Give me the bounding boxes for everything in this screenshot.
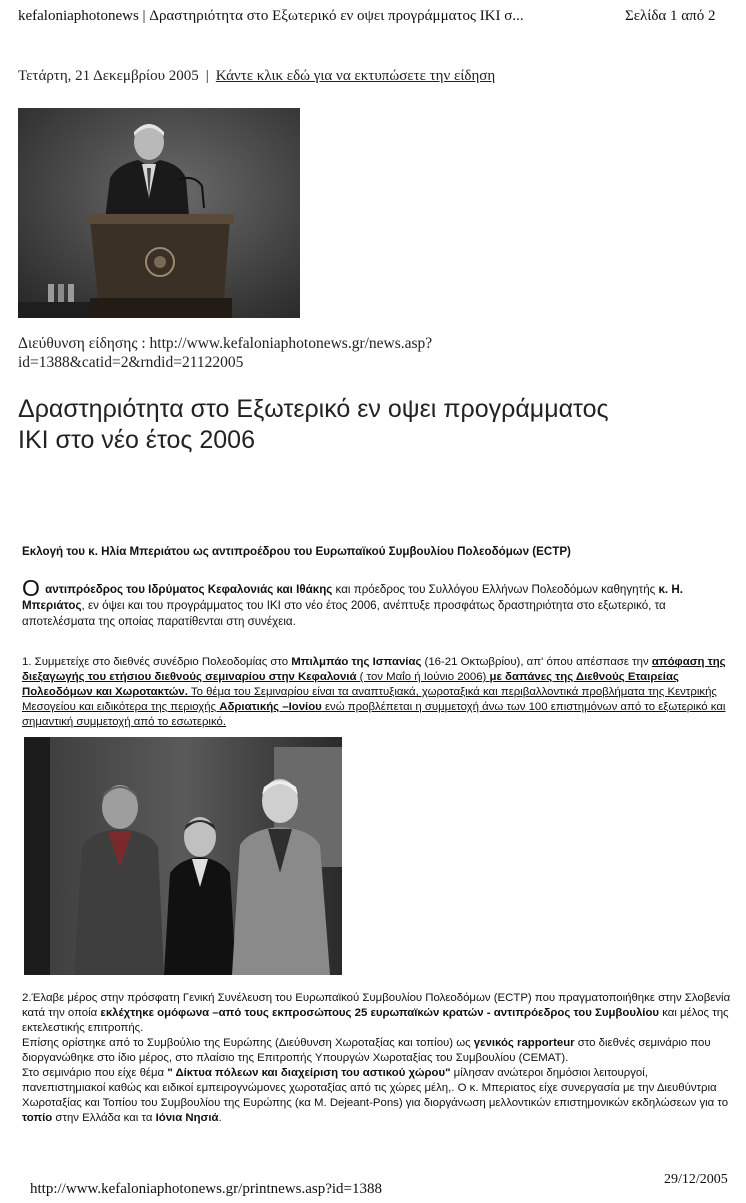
- p2-text: και μέλος της εκτελεστικής επιτροπής.: [22, 1007, 729, 1034]
- article-address-url: http://www.kefaloniaphotonews.gr/news.asp?: [149, 335, 433, 352]
- p2-text: 2.Έλαβε μέρος στην πρόσφατη Γενική Συνέλευση του Ευρωπαϊκού Συμβουλίου Πολεοδόμων (ECTP) που πραγματοποιήθηκε στην Σλοβενία κατά την οποία: [22, 992, 731, 1019]
- p1-underlined: Το θέμα του Σεμιναρίου είναι τα αναπτυξιακά, χωροταξικά και περιβαλλοντικά προβλήματα της Κεντρικής Μεσογείου και ειδικότερα της περιοχής: [22, 686, 717, 713]
- print-header-title: kefaloniaphotonews | Δραστηριότητα στο Εξωτερικό εν οψει προγράμματος ΙΚΙ σ...: [18, 8, 524, 24]
- p2-bold: τοπίο: [22, 1112, 53, 1124]
- print-footer-url: http://www.kefaloniaphotonews.gr/printnews.asp?id=1388: [30, 1181, 383, 1197]
- intro-text: , εν όψει και του προγράμματος του ΙΚΙ στο νέο έτος 2006, ανέπτυξε προσφάτως δραστηριότητα στο εξωτερικό, τα αποτελέσματα της οποίας παρατίθενται στη συνέχεια.: [22, 599, 666, 628]
- p2-text: Στο σεμινάριο που είχε θέμα: [22, 1067, 168, 1079]
- drop-letter: Ο: [22, 575, 40, 601]
- p2-text: στην Ελλάδα και τα: [52, 1112, 156, 1124]
- print-header-page-number: Σελίδα 1 από 2: [625, 8, 716, 24]
- p1-text: 1. Συμμετείχε στο διεθνές συνέδριο Πολεοδομίας στο: [22, 656, 292, 668]
- article-title-line: ΙΚΙ στο νέο έτος 2006: [18, 426, 255, 454]
- article-intro-paragraph: [22, 575, 722, 630]
- p2-bold: εκλέχτηκε ομόφωνα –από τους εκπροσώπους 25 ευρωπαϊκών κρατών - αντιπρόεδρος του Συμβουλίου: [100, 1007, 660, 1019]
- print-footer-date: 29/12/2005: [664, 1172, 728, 1187]
- intro-bold: κ. Η. Μπεριάτος: [22, 583, 683, 612]
- p1-bold: Μπιλμπάο της Ισπανίας: [291, 656, 422, 668]
- p2-bold: " Δίκτυα πόλεων και διαχείριση του αστικού χώρου": [167, 1067, 451, 1079]
- article-date: Τετάρτη, 21 Δεκεμβρίου 2005: [18, 68, 199, 84]
- p1-underlined: ( τον Μαΐο ή Ιούνιο 2006): [356, 671, 490, 683]
- dateline-separator: |: [205, 68, 209, 84]
- article-subtitle: Εκλογή του κ. Ηλία Μπεριάτου ως αντιπροέδρου του Ευρωπαϊκού Συμβουλίου Πολεοδόμων (ECTP): [22, 545, 571, 558]
- p1-underlined-bold: Αδριατικής –Ιονίου: [219, 701, 322, 713]
- article-address: [18, 334, 538, 372]
- p2-text: .: [218, 1112, 222, 1124]
- photo-three-men: [24, 737, 342, 975]
- p2-text: στο διεθνές σεμινάριο που διοργανώθηκε στο ίδιο μέρος, στο πλαίσιο της Επιτροπής Υπουργών Χωροταξίας του Συμβουλίου (CEMAT).: [22, 1037, 711, 1064]
- p2-text: Επίσης ορίστηκε από το Συμβούλιο της Ευρώπης (Διεύθυνση Χωροταξίας και τοπίου) ως: [22, 1037, 474, 1049]
- article-title-line: Δραστηριότητα στο Εξωτερικό εν οψει προγράμματος: [18, 395, 609, 423]
- article-address-label: Διεύθυνση είδησης :: [18, 335, 146, 352]
- article-address-url-params: id=1388&catid=2&rndid=21122005: [18, 354, 244, 371]
- intro-bold: αντιπρόεδρος του Ιδρύματος Κεφαλονιάς και Ιθάκης: [45, 583, 333, 596]
- photo-speaker-at-podium: [18, 108, 300, 318]
- p1-underlined-bold: με δαπάνες της Διεθνούς Εταιρείας Πολεοδόμων και Χωροτακτών.: [22, 671, 679, 698]
- p1-text: (16-21 Οκτωβρίου), απ' όπου απέσπασε την: [421, 656, 652, 668]
- dateline: [18, 68, 495, 85]
- p1-underlined-bold: απόφαση της διεξαγωγής του ετήσιου διεθνούς σεμιναρίου στην Κεφαλονιά: [22, 656, 726, 683]
- p2-text: μίλησαν ανώτεροι δημόσιοι λειτουργοί, πανεπιστημιακοί καθώς και ειδικοί εμπειρογνώμονες χωροταξίας από τις χώρες μέλη,. Ο κ. Μπεριατος είχε συνεργασία με την Διευθύντρια Χωροταξίας και Τοπίου του Συμβουλίου της Ευρώπης (κα M. Dejeant-Pons) για διοργάνωση μελλοντικών επιστημονικών εκδηλώσεων για το: [22, 1067, 729, 1109]
- p1-underlined: ενώ προβλέπεται η συμμετοχή άνω των 100 επιστημόνων από το εξωτερικό και σημαντική συμμετοχή από το εσωτερικό.: [22, 701, 726, 728]
- article-paragraph-1: [22, 655, 734, 730]
- print-article-link[interactable]: Κάντε κλικ εδώ για να εκτυπώσετε την είδηση: [215, 68, 496, 84]
- intro-text: και πρόεδρος του Συλλόγου Ελλήνων Πολεοδόμων καθηγητής: [332, 583, 659, 596]
- p2-bold: Ιόνια Νησιά: [155, 1112, 219, 1124]
- article-title: [18, 394, 738, 456]
- p2-bold: γενικός rapporteur: [473, 1037, 575, 1049]
- article-paragraph-2: [22, 991, 734, 1126]
